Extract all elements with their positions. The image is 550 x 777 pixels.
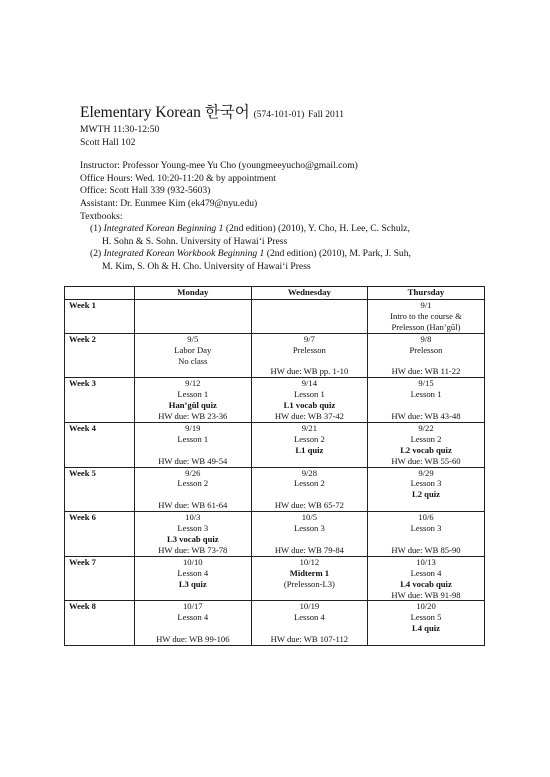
class-schedule: MWTH 11:30-12:50 [80,124,160,135]
schedule-cell-mon [135,601,252,646]
schedule-cell-thu [368,422,485,467]
textbook-publisher: H. Sohn & S. Sohn. University of Hawai‘i Press [102,235,288,247]
cell-line: 9/15 [418,378,434,389]
cell-line [370,534,482,545]
schedule-table [64,286,485,646]
cell-line: HW due: WB 49-54 [158,455,228,466]
cell-line: L2 quiz [412,489,440,500]
cell-line: 9/29 [418,467,434,478]
cell-line: Lesson 5 [410,612,442,623]
cell-line [370,634,482,645]
schedule-cell-wed [251,467,368,512]
schedule-cell-mon [135,378,252,423]
cell-line: Prelesson (Han’gŭl) [391,321,461,332]
cell-line: 10/17 [183,601,203,612]
cell-line: Lesson 4 [293,612,325,623]
textbook-details: (2nd edition) (2010), Y. Cho, H. Lee, C. Schulz, [223,223,410,235]
cell-line [137,623,249,634]
cell-line: 9/22 [418,422,434,433]
cell-line: HW due: WB 99-106 [156,634,230,645]
schedule-cell-mon [135,333,252,378]
cell-line: Lesson 3 [410,478,442,489]
textbook-publisher: M. Kim, S. Oh & H. Cho. University of Hawai‘i Press [102,260,311,272]
cell-line: HW due: WB 61-64 [158,500,228,511]
cell-line [137,445,249,456]
cell-line: Lesson 1 [410,389,442,400]
header-week [65,287,135,300]
cell-line: HW due: WB 73-78 [158,544,228,555]
cell-line: Lesson 4 [410,567,442,578]
cell-line: 10/3 [185,512,201,523]
week-label: Week 6 [65,512,135,557]
schedule-cell-thu [368,601,485,646]
cell-line: 9/14 [301,378,318,389]
week-row [65,300,485,334]
schedule-cell-wed [251,512,368,557]
cell-line [137,590,249,601]
cell-line: L1 vocab quiz [283,400,336,411]
cell-line: Prelesson [292,344,326,355]
week-label: Week 8 [65,601,135,646]
cell-line [137,489,249,500]
textbook-number: (2) [90,248,104,260]
cell-line: HW due: WB 85-90 [391,544,461,555]
course-code: (574-101-01) [253,110,305,120]
cell-line: HW due: WB 107-112 [270,634,349,645]
week-row [65,422,485,467]
cell-line [137,366,249,377]
cell-line: Lesson 2 [293,478,325,489]
textbook-title: Integrated Korean Workbook Beginning 1 [103,248,265,260]
cell-line: Lesson 1 [177,433,209,444]
textbook-number: (1) [90,223,104,235]
cell-line [254,356,366,367]
course-title-line [80,104,520,124]
cell-line: L4 quiz [412,623,440,634]
cell-line: Lesson 2 [293,433,325,444]
cell-line [370,356,482,367]
schedule-cell-wed [251,300,368,334]
schedule-cell-mon [135,300,252,334]
cell-line: HW due: WB 11-22 [391,366,461,377]
schedule-cell-thu [368,333,485,378]
textbook-list [80,223,520,273]
textbook-item [80,248,520,273]
instructor-line: Instructor: Professor Young-mee Yu Cho (youngmeeyucho@gmail.com) [80,160,358,172]
week-row [65,333,485,378]
cell-line: Midterm 1 [289,567,330,578]
cell-line: 10/12 [299,556,320,567]
cell-line: HW due: WB 91-98 [391,589,461,600]
cell-line: 9/8 [420,333,432,344]
cell-line: (Prelesson-L3) [283,578,335,589]
office-hours-line: Office Hours: Wed. 10:20-11:20 & by appointment [80,172,276,184]
schedule-cell-mon [135,512,252,557]
textbook-details: (2nd edition) (2010), M. Park, J. Suh, [264,248,411,260]
week-label: Week 5 [65,467,135,512]
cell-line: L3 quiz [178,578,207,589]
schedule-cell-wed [251,422,368,467]
course-term: Fall 2011 [308,110,344,120]
cell-line [254,623,366,634]
header-thursday: Thursday [368,287,485,300]
korean-title: 한국어 [204,104,250,121]
cell-line: 9/7 [303,333,315,344]
schedule-header-row [65,287,485,300]
schedule-cell-thu [368,378,485,423]
week-row [65,467,485,512]
course-header [80,104,520,274]
cell-line: HW due: WB 43-48 [391,411,461,422]
cell-line: 9/5 [187,333,199,344]
week-row [65,378,485,423]
schedule-cell-mon [135,467,252,512]
cell-line: L4 vocab quiz [400,578,452,589]
assistant-line: Assistant: Dr. Eunmee Kim (ek479@nyu.edu) [80,197,258,209]
cell-line [254,456,366,467]
course-title: Elementary Korean [80,104,201,121]
week-row [65,512,485,557]
cell-line: Lesson 3 [177,523,209,534]
schedule-body [65,300,485,646]
cell-line: Lesson 2 [410,433,442,444]
cell-line: HW due: WB 79-84 [274,544,344,555]
cell-line: 10/13 [416,556,436,567]
cell-line: 9/21 [301,422,318,433]
cell-line: 10/20 [416,601,436,612]
cell-line: Lesson 4 [177,612,209,623]
cell-line: Lesson 3 [293,523,325,534]
cell-line: L2 vocab quiz [400,444,452,455]
week-label: Week 7 [65,556,135,601]
cell-line [254,590,366,601]
schedule-cell-mon [135,556,252,601]
cell-line: Han’gŭl quiz [168,400,217,411]
schedule-cell-thu [368,512,485,557]
week-label: Week 1 [65,300,135,334]
week-label: Week 4 [65,422,135,467]
cell-line: Lesson 1 [293,389,325,400]
cell-line: Lesson 4 [177,567,209,578]
schedule-cell-wed [251,333,368,378]
schedule-cell-thu [368,467,485,512]
schedule-cell-thu [368,300,485,334]
cell-line: Lesson 2 [177,478,209,489]
textbook-item [80,223,520,248]
header-monday: Monday [135,287,252,300]
class-location: Scott Hall 102 [80,136,136,148]
week-row [65,556,485,601]
header-wednesday: Wednesday [251,287,368,300]
cell-line: 9/12 [185,378,201,389]
cell-line: 9/28 [301,467,318,478]
week-row [65,601,485,646]
cell-line: Prelesson [409,344,443,355]
cell-line: L3 vocab quiz [167,534,219,544]
schedule-cell-wed [251,378,368,423]
cell-line: Intro to the course & [390,310,462,321]
textbooks-label: Textbooks: [80,210,123,222]
cell-line: 10/5 [301,512,318,523]
schedule-cell-wed [251,601,368,646]
cell-line: 10/10 [183,556,203,567]
week-label: Week 3 [65,378,135,423]
cell-line [254,489,366,500]
cell-line: Labor Day [174,344,212,355]
cell-line [254,534,366,545]
schedule-cell-wed [251,556,368,601]
cell-line: 9/19 [185,422,201,433]
cell-line [370,500,482,511]
schedule-cell-thu [368,556,485,601]
week-label: Week 2 [65,333,135,378]
cell-line: Lesson 1 [177,389,209,400]
cell-line: 9/1 [420,300,432,310]
cell-line: 10/19 [299,601,320,612]
cell-line: L1 quiz [295,444,324,455]
cell-line: HW due: WB 23-36 [158,411,228,422]
cell-line: 9/26 [185,467,201,478]
cell-line: HW due: WB 37-42 [274,411,344,422]
cell-line: No class [178,355,208,366]
cell-line: HW due: WB 65-72 [274,500,344,511]
cell-line: HW due: WB pp. 1-10 [270,366,349,377]
cell-line [370,400,482,411]
cell-line: HW due: WB 55-60 [391,455,461,466]
cell-line: 10/6 [418,512,434,523]
office-line: Office: Scott Hall 339 (932-5603) [80,185,211,197]
cell-line: Lesson 3 [410,523,442,534]
textbook-title: Integrated Korean Beginning 1 [103,223,224,235]
schedule-cell-mon [135,422,252,467]
